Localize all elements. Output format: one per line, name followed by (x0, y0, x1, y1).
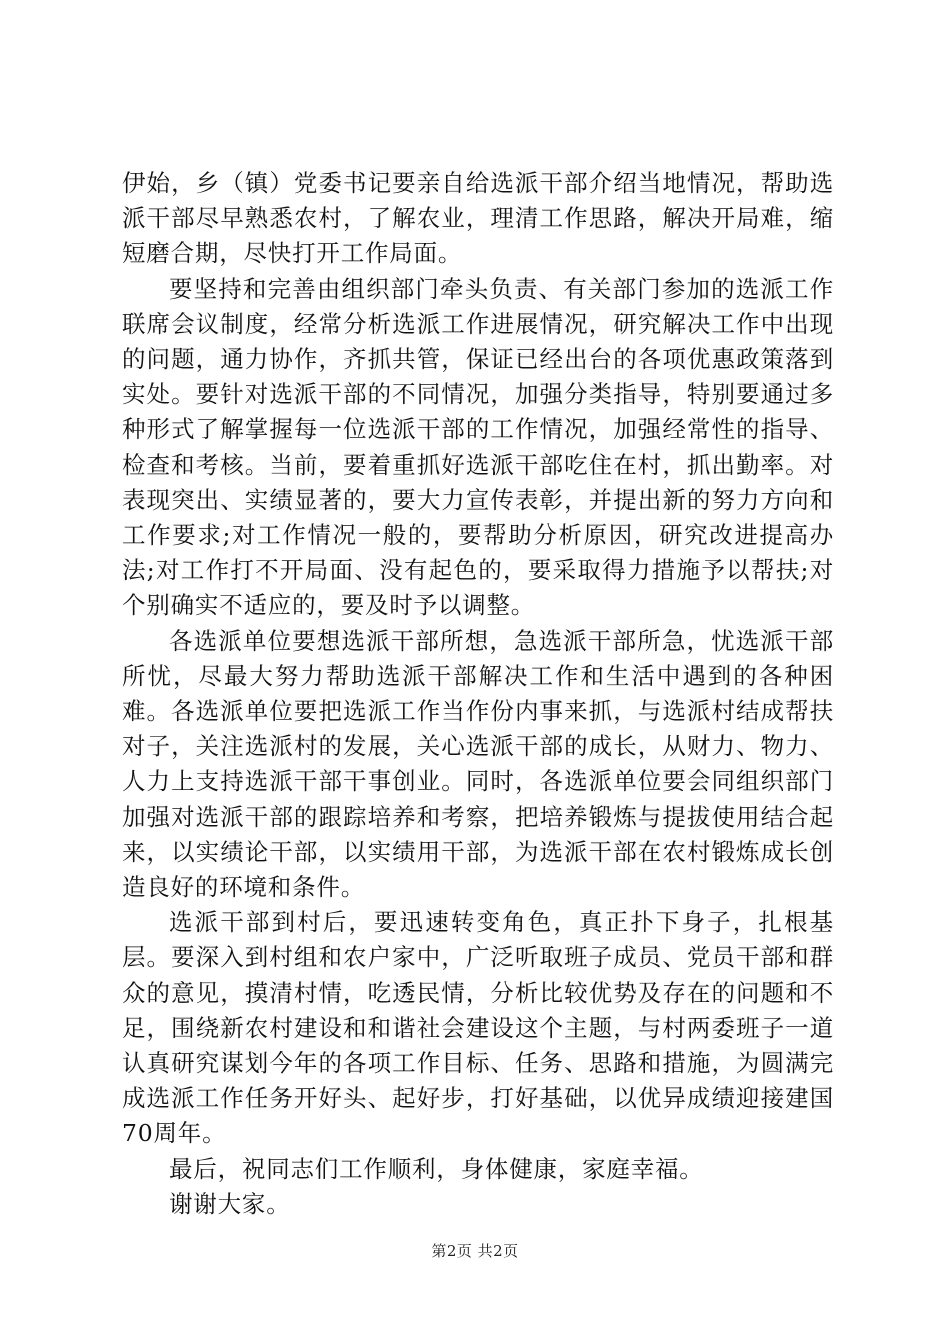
paragraph-1: 伊始，乡（镇）党委书记要亲自给选派干部介绍当地情况，帮助选派干部尽早熟悉农村，了解农业，理清工作思路，解决开局难，缩短磨合期，尽快打开工作局面。 (122, 169, 834, 268)
paragraph-3: 各选派单位要想选派干部所想，急选派干部所急，忧选派干部所忧，尽最大努力帮助选派干部解决工作和生活中遇到的各种困难。各选派单位要把选派工作当作份内事来抓，与选派村结成帮扶对子，关注选派村的发展，关心选派干部的成长，从财力、物力、人力上支持选派干部干事创业。同时，各选派单位要会同组织部门加强对选派干部的跟踪培养和考察，把培养锻炼与提拔使用结合起来，以实绩论干部，以实绩用干部，为选派干部在农村锻炼成长创造良好的环境和条件。 (122, 626, 834, 902)
document-body (122, 166, 834, 1222)
paragraph-closing-wish: 最后，祝同志们工作顺利，身体健康，家庭幸福。 (169, 1154, 704, 1183)
page-number-footer: 第2页 共2页 (431, 1242, 519, 1260)
paragraph-thanks: 谢谢大家。 (169, 1189, 291, 1218)
paragraph-4: 选派干部到村后，要迅速转变角色，真正扑下身子，扎根基层。要深入到村组和农户家中，广泛听取班子成员、党员干部和群众的意见，摸清村情，吃透民情，分析比较优势及存在的问题和不足，围绕新农村建设和和谐社会建设这个主题，与村两委班子一道认真研究谋划今年的各项工作目标、任务、思路和措施，为圆满完成选派工作任务开好头、起好步，打好基础，以优异成绩迎接建国70周年。 (122, 908, 834, 1148)
paragraph-2: 要坚持和完善由组织部门牵头负责、有关部门参加的选派工作联席会议制度，经常分析选派工作进展情况，研究解决工作中出现的问题，通力协作，齐抓共管，保证已经出台的各项优惠政策落到实处。要针对选派干部的不同情况，加强分类指导，特别要通过多种形式了解掌握每一位选派干部的工作情况，加强经常性的指导、检查和考核。当前，要着重抓好选派干部吃住在村，抓出勤率。对表现突出、实绩显著的，要大力宣传表彰，并提出新的努力方向和工作要求;对工作情况一般的，要帮助分析原因，研究改进提高办法;对工作打不开局面、没有起色的，要采取得力措施予以帮扶;对个别确实不适应的，要及时予以调整。 (122, 274, 834, 620)
